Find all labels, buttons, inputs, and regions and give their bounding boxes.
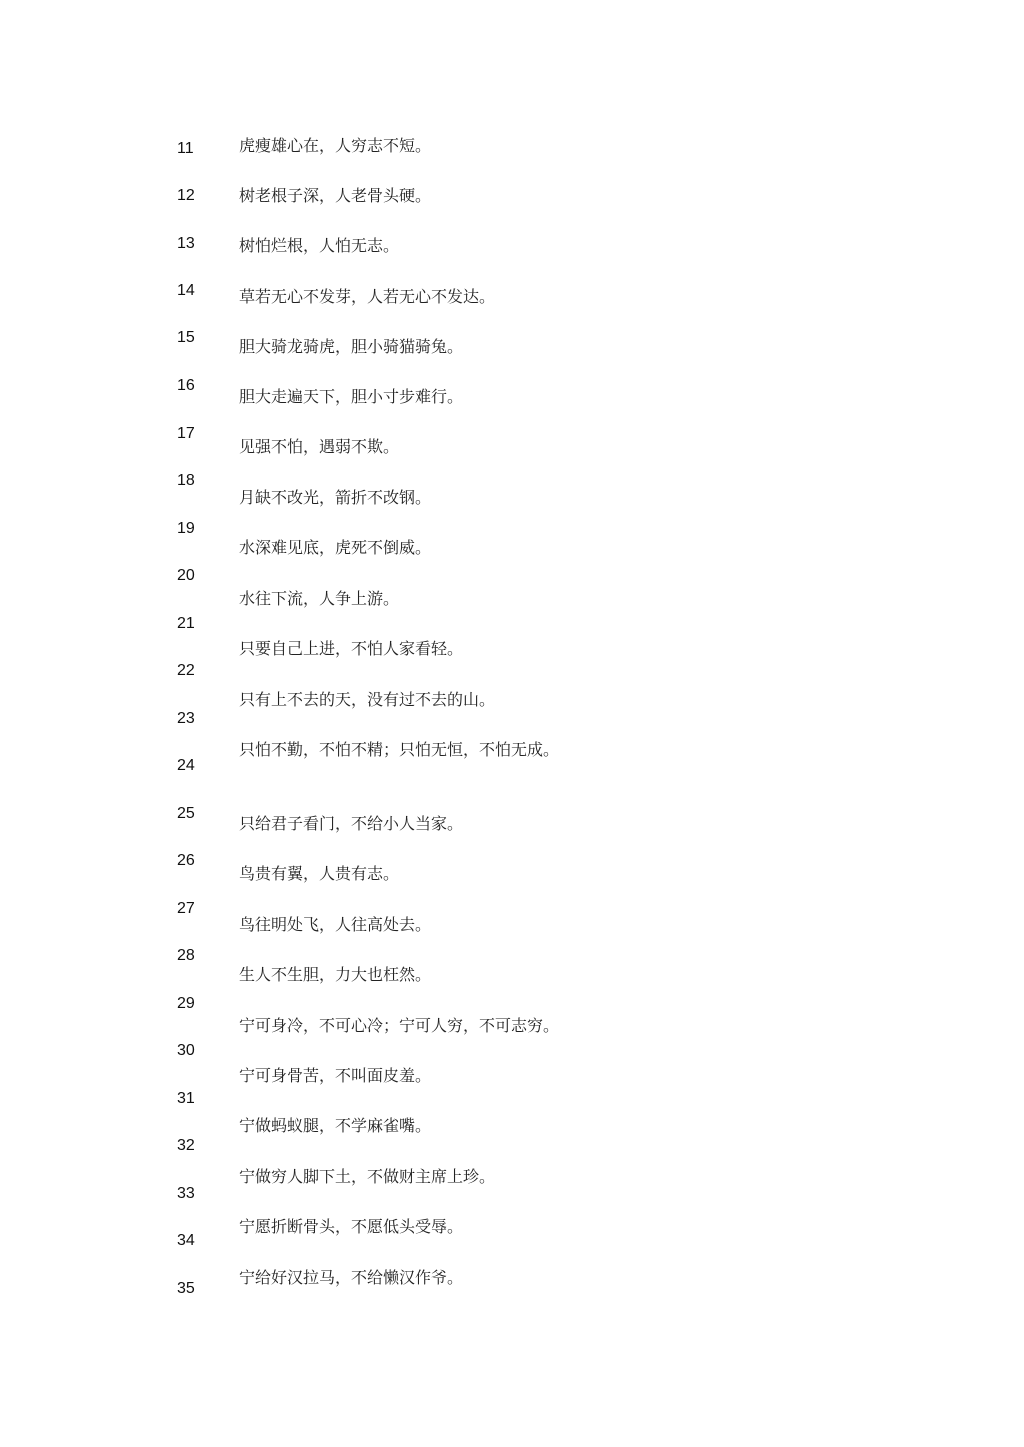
item-text: 水往下流，人争上游。 <box>239 589 400 608</box>
item-number: 17 <box>177 425 195 442</box>
item-number: 33 <box>177 1185 195 1202</box>
item-number: 20 <box>177 567 195 584</box>
item-number: 35 <box>177 1280 195 1297</box>
item-number: 28 <box>177 947 195 964</box>
item-number: 11 <box>177 140 194 157</box>
item-text: 宁可身骨苦，不叫面皮羞。 <box>239 1066 432 1085</box>
item-text: 宁做蚂蚁腿，不学麻雀嘴。 <box>239 1116 432 1135</box>
item-number: 23 <box>177 710 195 727</box>
item-text: 鸟往明处飞，人往高处去。 <box>239 915 432 934</box>
item-text: 胆大骑龙骑虎，胆小骑猫骑兔。 <box>239 337 464 356</box>
item-number: 31 <box>177 1090 195 1107</box>
item-number: 24 <box>177 757 195 774</box>
item-text: 宁愿折断骨头，不愿低头受辱。 <box>239 1217 464 1236</box>
item-text: 只给君子看门，不给小人当家。 <box>239 814 464 833</box>
item-text: 水深难见底，虎死不倒威。 <box>239 538 432 557</box>
item-text: 月缺不改光，箭折不改钢。 <box>239 488 432 507</box>
item-text: 宁可身冷，不可心冷；宁可人穷，不可志穷。 <box>239 1016 560 1035</box>
item-number: 26 <box>177 852 195 869</box>
item-number: 22 <box>177 662 195 679</box>
item-text: 宁做穷人脚下土，不做财主席上珍。 <box>239 1167 496 1186</box>
item-text: 树怕烂根，人怕无志。 <box>239 236 400 255</box>
item-number: 34 <box>177 1232 195 1249</box>
item-number: 16 <box>177 377 195 394</box>
item-text: 树老根子深，人老骨头硬。 <box>239 186 432 205</box>
item-text: 宁给好汉拉马，不给懒汉作爷。 <box>239 1268 464 1287</box>
item-text: 生人不生胆，力大也枉然。 <box>239 965 432 984</box>
item-number: 30 <box>177 1042 195 1059</box>
item-number: 14 <box>177 282 195 299</box>
item-number: 27 <box>177 900 195 917</box>
item-number: 19 <box>177 520 195 537</box>
item-text-wrapped: 只怕不勤，不怕不精；只怕无恒，不怕无成。 <box>239 740 560 759</box>
item-number: 12 <box>177 187 195 204</box>
item-text: 胆大走遍天下，胆小寸步难行。 <box>239 387 464 406</box>
item-text: 见强不怕，遇弱不欺。 <box>239 437 400 456</box>
item-number: 15 <box>177 329 195 346</box>
item-number: 18 <box>177 472 195 489</box>
item-number: 13 <box>177 235 195 252</box>
item-text: 只有上不去的天，没有过不去的山。 <box>239 690 496 709</box>
item-number: 21 <box>177 615 195 632</box>
item-number: 29 <box>177 995 195 1012</box>
item-text: 虎瘦雄心在，人穷志不短。 <box>239 136 432 155</box>
item-number: 32 <box>177 1137 195 1154</box>
item-text: 草若无心不发芽，人若无心不发达。 <box>239 287 496 306</box>
item-text: 鸟贵有翼，人贵有志。 <box>239 864 400 883</box>
item-text: 只要自己上进，不怕人家看轻。 <box>239 639 464 658</box>
item-number: 25 <box>177 805 195 822</box>
